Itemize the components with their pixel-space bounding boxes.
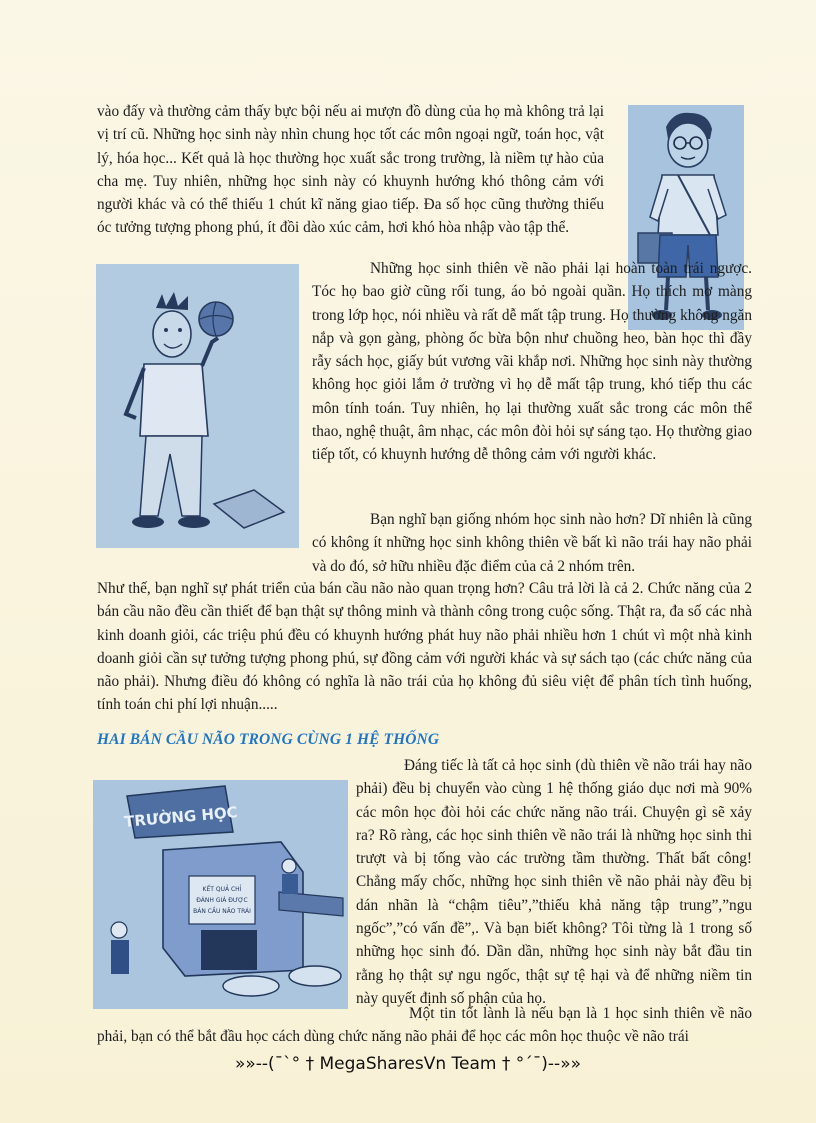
paragraph-right-brain: Những học sinh thiên về não phải lại hoàn toàn trái ngược. Tóc họ bao giờ cũng rối tung, áo bỏ ngoài quần. Họ thích mơ màng trong lớp học, nói nhiều và rất dễ mất tập trung. Họ thường không ngăn nắp và gọn gàng, phòng ốc bừa bộn như chuồng heo, bàn học thì đầy rẫy sách học, giấy bút vương vãi khắp nơi. Những học sinh này thường không học giỏi lắm ở trường vì họ dễ mất tập trung, khó tiếp thu các môn tính toán. Tuy nhiên, họ lại thường xuất sắc trong các môn thể thao, nghệ thuật, âm nhạc, các môn đòi hỏi sự sáng tạo. Họ thường giao tiếp tốt, có khuynh hướng dễ thông cảm với người khác. <box>312 260 752 464</box>
machine-label-line-3: BÁN CẦU NÃO TRÁI <box>193 908 251 915</box>
paragraph-intro: vào đấy và thường cảm thấy bực bội nếu ai mượn đồ dùng của họ mà không trả lại vị trí cũ. Những học sinh này nhìn chung học tốt các môn ngoại ngữ, toán học, vật lý, hóa học... Kết quả là học thường học xuất sắc trong trường, là niềm tự hào của cha mẹ. Tuy nhiên, những học sinh này có khuynh hướng khó thông cảm với người khác và có thể thiếu 1 chút kĩ năng giao tiếp. Đa số học cũng thường thiếu óc tưởng tượng phong phú, ít đồi dào xúc cảm, hơi khó hòa nhập vào tập thể. <box>97 103 604 237</box>
school-machine-illustration <box>93 780 348 1009</box>
paragraph-development: Như thế, bạn nghĩ sự phát triển của bán cầu não nào quan trọng hơn? Câu trả lời là cả 2. Chức năng của 2 bán cầu não đều cần thiết để bạn thật sự thông minh và thành công trong cuộc sống. Thật ra, đa số các nhà kinh doanh giỏi, các triệu phú đều có khuynh hướng phát huy não phải nhiều hơn 1 chút vì một nhà kinh doanh giỏi cần sự tưởng tượng phong phú, sự đồng cảm với người khác và sự sách tạo (các chức năng của não phải). Nhưng điều đó không có nghĩa là não trái của họ không đủ siêu việt để phân tích tình huống, tính toán chi phí lợi nhuận..... <box>97 580 752 714</box>
page-footer: »»--(¯`° † MegaSharesVn Team † °´¯)--»» <box>234 1054 581 1074</box>
machine-label-line-1: KẾT QUẢ CHỈ <box>202 886 242 893</box>
machine-label-line-2: ĐÁNH GIÁ ĐƯỢC <box>196 897 248 904</box>
school-sign-text: TRƯỜNG HỌC <box>123 803 239 831</box>
right-brain-student-illustration <box>96 264 299 548</box>
section-heading: HAI BÁN CẦU NÃO TRONG CÙNG 1 HỆ THỐNG <box>97 731 440 748</box>
drum-label: PHẢI <box>241 961 256 968</box>
paragraph-school-system: Đáng tiếc là tất cả học sinh (dù thiên về não trái hay não phải) đều bị chuyển vào cùng 1 hệ thống giáo dục nơi mà 90% các môn học đòi hỏi các chức năng não trái. Chuyện gì sẽ xảy ra? Rõ ràng, các học sinh thiên về não trái là những học sinh thi trượt và bị tống vào các trường tầm thường. Thất bất công! Chẳng mấy chốc, những học sinh thiên về não phải này đều bị dán nhãn là “chậm tiêu”,”thiếu khả năng tập trung”,”ngu ngốc”,”có vấn đề”,. Và bạn biết không? Tôi từng là 1 trong số những học sinh đó. Dần dần, những học sinh này bắt đầu tin rằng họ thật sự ngu ngốc, thật sự tệ hại và để những niềm tin này quyết định số phận của họ. <box>356 757 752 1007</box>
paragraph-good-news: Một tin tốt lành là nếu bạn là 1 học sinh thiên về não phải, bạn có thể bắt đầu học cách dùng chức năng não phải để học các môn học thuộc về não trái <box>97 1005 752 1046</box>
paragraph-which-group: Bạn nghĩ bạn giống nhóm học sinh nào hơn? Dĩ nhiên là cũng có không ít những học sinh không thiên về bất kì não trái hay não phải và do đó, sở hữu nhiều đặc điểm của cả 2 nhóm trên. <box>312 511 752 575</box>
